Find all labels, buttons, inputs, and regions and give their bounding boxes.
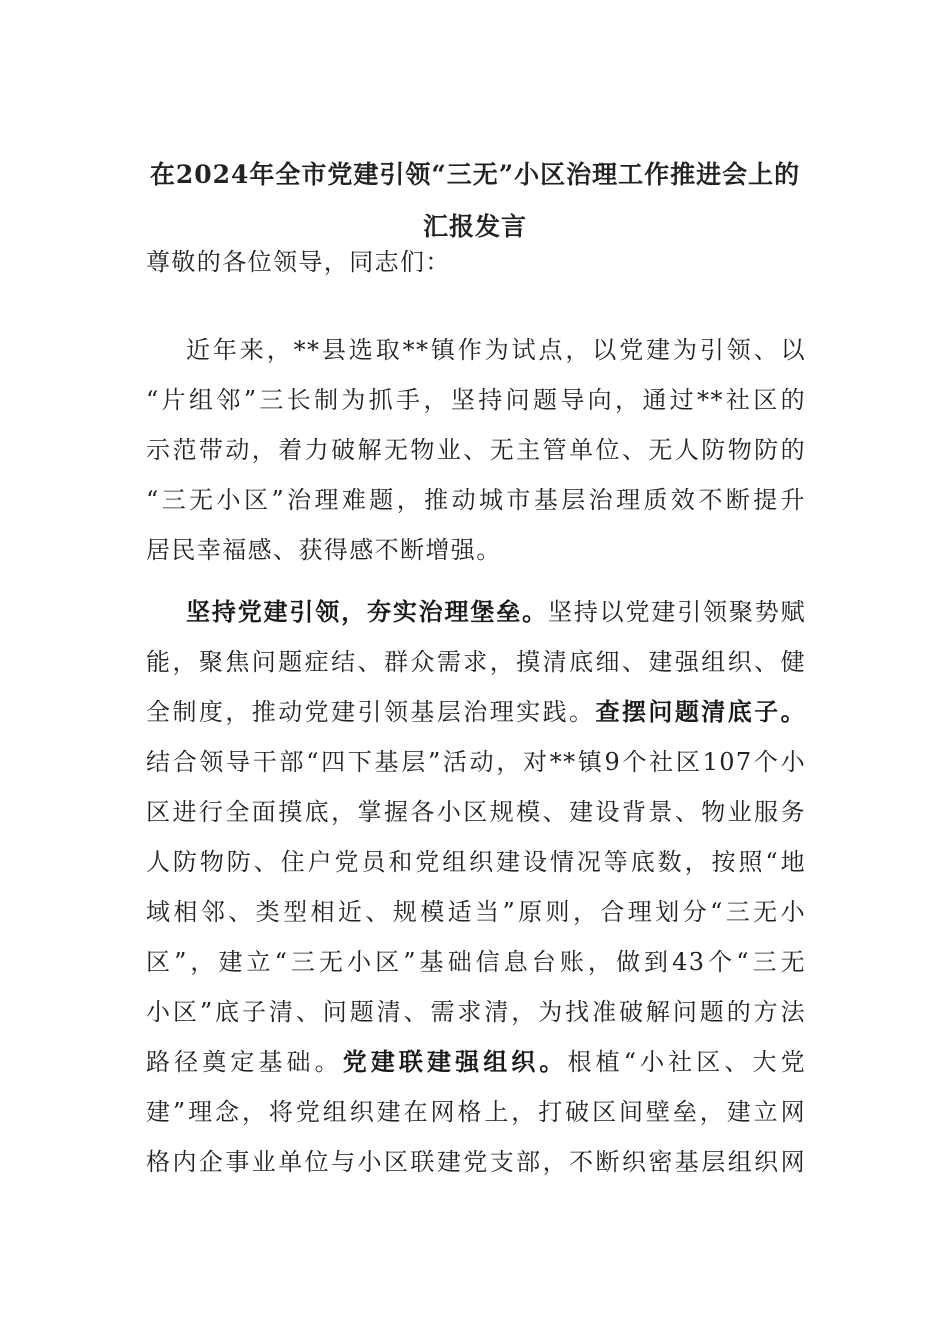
section1-line [146,1042,806,1082]
document-title-line-1: 在2024年全市党建引领“三无”小区治理工作推进会上的 [149,160,801,189]
section1-line: 能，聚焦问题症结、群众需求，摸清底细、建强组织、健 [146,648,806,676]
section1-line: 区进行全面摸底，掌握各小区规模、建设背景、物业服务 [146,798,806,826]
section1-line: 区”，建立“三无小区”基础信息台账，做到43个“三无 [146,948,806,976]
subheading-party-building: 党建联建强组织。 [342,1047,568,1076]
section1-text: 路径奠定基础。 [146,1048,343,1076]
section1-line [146,692,806,732]
section1-line [186,592,806,632]
intro-line: 示范带动，着力破解无物业、无主管单位、无人防物防的 [146,436,806,464]
section1-line: 建”理念，将党组织建在网格上，打破区间壁垒，建立网 [146,1098,806,1126]
section1-line: 人防物防、住户党员和党组织建设情况等底数，按照“地 [146,848,806,876]
document-title-line-2: 汇报发言 [422,212,527,241]
section1-text: 坚持以党建引领聚势赋 [547,598,807,626]
section1-line: 域相邻、类型相近、规模适当”原则，合理划分“三无小 [146,898,806,926]
section1-text: 根植“小社区、大党 [567,1048,806,1076]
intro-line: “三无小区”治理难题，推动城市基层治理质效不断提升 [146,486,806,514]
subheading-check-problems: 查摆问题清底子。 [595,697,806,726]
section1-heading: 坚持党建引领，夯实治理堡垒。 [186,597,548,626]
intro-line: 居民幸福感、获得感不断增强。 [146,536,502,564]
section1-text: 全制度，推动党建引领基层治理实践。 [146,698,596,726]
section1-line: 格内企事业单位与小区联建党支部，不断织密基层组织网 [146,1148,806,1176]
section1-line: 结合领导干部“四下基层”活动，对**镇9个社区107个小 [146,748,806,776]
section1-line: 小区”底子清、问题清、需求清，为找准破解问题的方法 [146,998,806,1026]
salutation: 尊敬的各位领导，同志们： [146,248,451,276]
intro-line: 近年来，**县选取**镇作为试点，以党建为引领、以 [186,336,806,364]
intro-line: “片组邻”三长制为抓手，坚持问题导向，通过**社区的 [146,386,806,414]
